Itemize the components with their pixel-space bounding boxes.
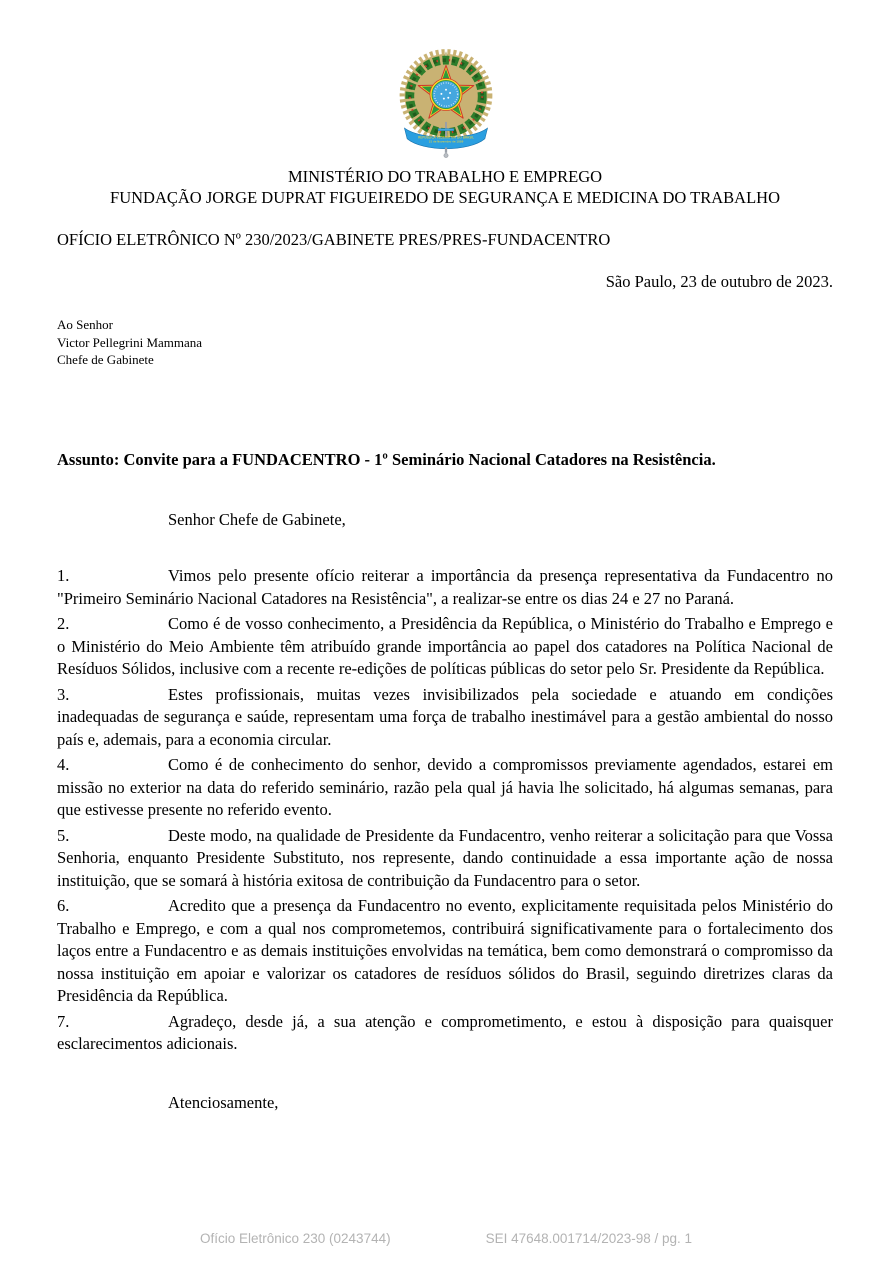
body-paragraph (57, 684, 833, 752)
paragraph-number: 6. (57, 896, 70, 915)
paragraph-number: 4. (57, 755, 70, 774)
body-paragraph (57, 613, 833, 681)
body-paragraph (57, 565, 833, 610)
recipient-name: Victor Pellegrini Mammana (57, 334, 203, 350)
recipient-block (57, 316, 833, 369)
paragraph-number: 5. (57, 825, 70, 845)
letterhead-ministry: MINISTÉRIO DO TRABALHO E EMPREGO (287, 167, 603, 186)
body-paragraph (57, 1011, 833, 1056)
paragraph-text: Vimos pelo presente ofício reiterar a importância da presença representativa da Fundacentro no "Primeiro Seminário Nacional Catadores na Resistência", a realizar-se entre os dias 24 e 27 no Paraná. (57, 566, 833, 608)
paragraph-text: Agradeço, desde já, a sua atenção e comprometimento, e estou à disposição para quaisquer esclarecimentos adicionais. (57, 1011, 833, 1053)
footer-doc-ref: Ofício Eletrônico 230 (0243744) (199, 1231, 391, 1246)
greeting-line: Senhor Chefe de Gabinete, (168, 509, 346, 529)
body-paragraph (57, 754, 833, 822)
date-line: São Paulo, 23 de outubro de 2023. (605, 272, 833, 291)
recipient-salutation: Ao Senhor (57, 317, 113, 332)
brazil-coat-of-arms-icon (393, 44, 499, 161)
body-paragraph (57, 895, 833, 1008)
paragraph-number: 7. (57, 1011, 70, 1031)
paragraph-text: Estes profissionais, muitas vezes invisibilizados pela sociedade e atuando em condições inadequadas de segurança e saúde, representam uma força de trabalho inestimável para a gestão ambiental do nosso país e, ademais, para a economia circular. (57, 684, 833, 749)
paragraph-text: Como é de conhecimento do senhor, devido a compromissos previamente agendados, estarei em missão no exterior na data do referido seminário, razão pela qual já havia lhe solicitado, há algumas semanas, para que estivesse presente no referido evento. (57, 755, 833, 819)
ribbon-text-line1: REPÚBLICA FEDERATIVA DO BRASIL (418, 135, 474, 140)
footer-sei-ref: SEI 47648.001714/2023-98 / pg. 1 (485, 1231, 693, 1246)
body-paragraph (57, 825, 833, 893)
paragraph-number: 3. (57, 684, 70, 704)
paragraph-text: Acredito que a presença da Fundacentro no evento, explicitamente requisitada pelos Ministério do Trabalho e Emprego, e com a qual nos comprometemos, contribuirá significativamente para o fortalecimento dos laços entre a Fundacentro e as demais instituições envolvidas na temática, bem como demonstrará o compromisso da nossa instituição em apoiar e valorizar os catadores de resíduos sólidos do Brasil, seguindo diretrizes claras da Presidência da República. (57, 896, 833, 1005)
letterhead-foundation: FUNDAÇÃO JORGE DUPRAT FIGUEIREDO DE SEGURANÇA E MEDICINA DO TRABALHO (110, 188, 780, 207)
oficio-number-line: OFÍCIO ELETRÔNICO Nº 230/2023/GABINETE PRES/PRES-FUNDACENTRO (57, 230, 611, 249)
letter-body (57, 565, 833, 1056)
paragraph-text: Como é de vosso conhecimento, a Presidência da República, o Ministério do Trabalho e Emprego e o Ministério do Meio Ambiente têm atribuído grande importância ao papel dos catadores na Política Nacional de Resíduos Sólidos, inclusive com a recente re-edições de políticas públicas do setor pelo Sr. Presidente da República. (57, 614, 833, 678)
recipient-role: Chefe de Gabinete (57, 352, 154, 367)
document-content (0, 166, 892, 1114)
paragraph-number: 1. (57, 566, 70, 585)
paragraph-number: 2. (57, 614, 70, 633)
ribbon-text-line2: 15 de Novembro de 1889 (428, 139, 464, 144)
closing-line: Atenciosamente, (168, 1092, 279, 1112)
paragraph-text: Deste modo, na qualidade de Presidente da Fundacentro, venho reiterar a solicitação para que Vossa Senhoria, enquanto Presidente Substituto, nos represente, dando continuidade a essa importante ação de nossa instituição, que se somará à história exitosa de contribuição da Fundacentro para o setor. (57, 825, 833, 890)
page-footer (0, 1231, 892, 1247)
subject-line: Assunto: Convite para a FUNDACENTRO - 1º Seminário Nacional Catadores na Resistência. (57, 449, 716, 469)
